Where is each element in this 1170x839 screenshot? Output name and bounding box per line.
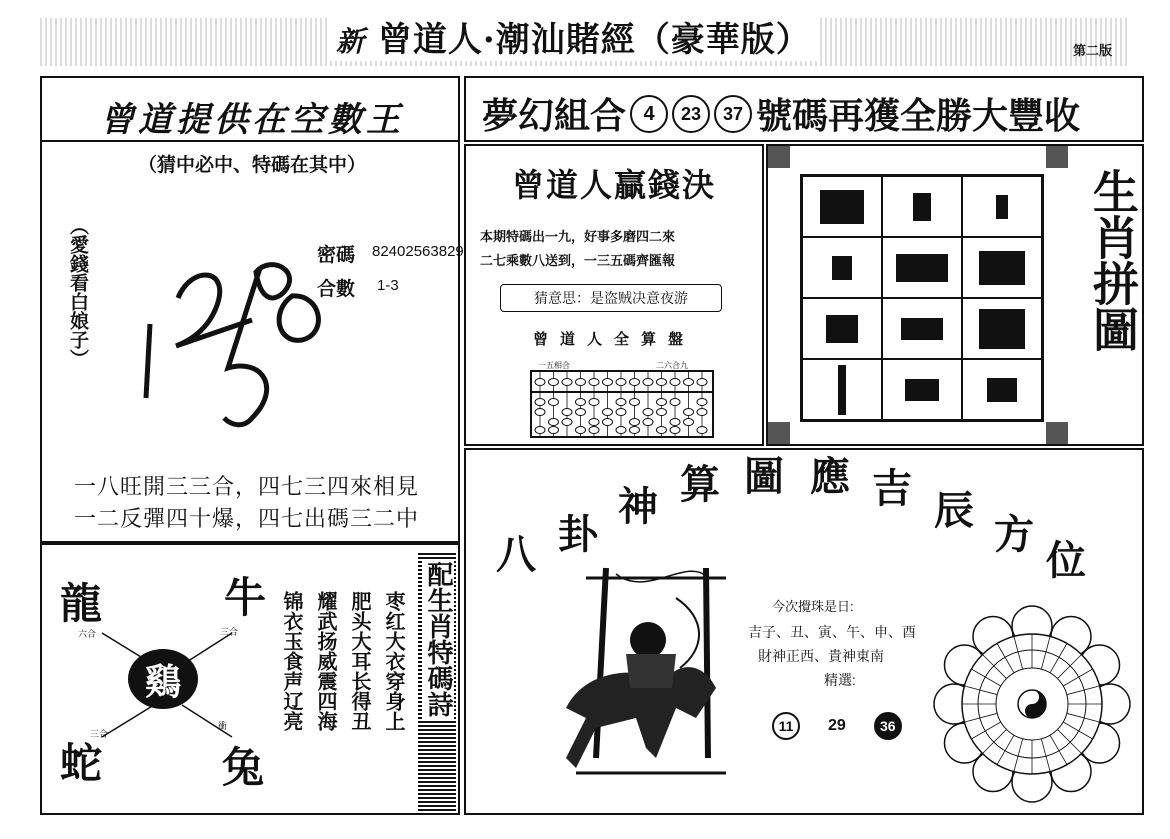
piece-3	[962, 176, 1042, 237]
bagua-title-char: 算	[680, 461, 720, 508]
left-heading: 曾道提供在空數王	[100, 100, 404, 140]
digit-8	[256, 265, 318, 341]
page-title	[330, 12, 817, 61]
verse-line-1: 一八旺開三三合，四七三四來相見	[74, 475, 420, 500]
banner-num-3: 37	[714, 95, 752, 133]
picks-row	[772, 712, 902, 740]
verse-line-2: 一二反彈四十爆，四七出碼三二中	[74, 507, 420, 532]
bagua-wheel	[932, 604, 1132, 804]
tag-tl: 六合	[78, 630, 97, 640]
piece-5	[882, 237, 962, 298]
win-title: 曾道人贏錢決	[511, 166, 716, 204]
handwritten-numbers	[132, 258, 332, 448]
code-label: 密碼	[317, 244, 356, 266]
banner-box	[464, 76, 1144, 142]
zodiac-snake: 蛇	[60, 739, 103, 788]
piece-8	[882, 298, 962, 359]
bagua-title-char: 方	[994, 511, 1034, 558]
select-label: 精選:	[824, 672, 856, 688]
win-line-2: 二七乘數八送到，一三五碼齊匯報	[480, 254, 676, 269]
title-text: 曾道人·潮汕賭經（豪華版）	[377, 20, 811, 60]
puzzle-box	[766, 144, 1144, 446]
banner-num-2: 23	[672, 95, 710, 133]
riddle-box	[500, 284, 722, 312]
god-directions: 財神正西、貴神東南	[758, 648, 884, 664]
pick-2: 29	[828, 717, 846, 734]
puzzle-title: 生肖拼圖	[1086, 168, 1140, 352]
pick-1: 11	[772, 712, 800, 740]
digit-1	[146, 324, 150, 398]
abacus-title: 曾道人全算盤	[532, 330, 695, 348]
puzzle-corner-tl	[768, 146, 790, 168]
lucky-branches: 吉子、丑、寅、午、申、酉	[748, 624, 916, 640]
bagua-title-char: 應	[810, 453, 850, 500]
win-box	[464, 144, 764, 446]
abacus-label-right: 二六合九	[656, 361, 688, 370]
poem-title: 配生肖特碼詩	[423, 561, 453, 717]
piece-12	[962, 359, 1042, 420]
left-top-panel	[40, 76, 464, 543]
piece-10	[802, 359, 882, 420]
piece-4	[802, 237, 882, 298]
banner-right: 號碼再獲全勝大豐收	[756, 95, 1081, 137]
left-bottom-panel	[40, 543, 460, 815]
bagua-title-char: 神	[618, 483, 658, 530]
code-value: 82402563829	[372, 243, 464, 260]
draw-day-label: 今次攪珠是日:	[772, 599, 854, 614]
zodiac-ox: 牛	[224, 573, 267, 622]
puzzle-corner-tr	[1046, 146, 1068, 168]
bagua-title-char: 圖	[744, 453, 784, 500]
abacus-label-left: 一五相合	[538, 361, 570, 370]
bagua-title-char: 位	[1046, 537, 1086, 584]
banner-left: 夢幻組合	[482, 95, 627, 137]
heading-divider	[42, 140, 458, 142]
poem-col-2: 肥头大耳长得丑	[348, 591, 372, 731]
sum-label: 合數	[317, 278, 356, 300]
riddle-text: 猜意思：是盗贼决意夜游	[534, 291, 688, 307]
edition-label: 第二版	[1072, 44, 1112, 59]
abacus	[530, 370, 714, 438]
puzzle-corner-bl	[768, 422, 790, 444]
puzzle-grid	[800, 174, 1044, 422]
piece-11	[882, 359, 962, 420]
bagua-box	[464, 448, 1144, 815]
bagua-title-char: 八	[496, 531, 536, 578]
zodiac-rabbit: 兔	[222, 743, 265, 792]
piece-2	[882, 176, 962, 237]
poem-col-3: 耀武扬威震四海	[314, 591, 338, 731]
warrior-horse-illustration	[556, 558, 746, 788]
tag-bl: 三合	[90, 730, 109, 740]
poem-col-4: 锦衣玉食声辽亮	[280, 591, 304, 731]
sum-value: 1-3	[377, 277, 399, 294]
banner-content	[482, 88, 1080, 139]
piece-1	[802, 176, 882, 237]
pick-3: 36	[874, 712, 902, 740]
bagua-title-char: 吉	[872, 465, 912, 512]
piece-6	[962, 237, 1042, 298]
side-note: （愛錢看白娘子）	[67, 216, 88, 368]
puzzle-corner-br	[1046, 422, 1068, 444]
piece-7	[802, 298, 882, 359]
tag-br: 衝	[218, 722, 228, 732]
new-mark: 新	[336, 25, 366, 58]
win-line-1: 本期特碼出一九，好事多磨四二來	[480, 230, 676, 245]
left-subheading: （猜中必中、特碼在其中）	[137, 154, 366, 176]
tag-tr: 三合	[220, 628, 239, 638]
arrow-bl	[102, 705, 154, 737]
bagua-title-char: 辰	[934, 487, 974, 534]
bagua-title-char: 卦	[558, 511, 598, 558]
center-rooster-badge	[128, 649, 198, 709]
poem-col-1: 枣红大衣穿身上	[382, 591, 406, 731]
center-rooster: 鷄	[144, 660, 181, 703]
piece-9	[962, 298, 1042, 359]
banner-num-1: 4	[630, 95, 668, 133]
zodiac-dragon: 龍	[60, 579, 103, 628]
